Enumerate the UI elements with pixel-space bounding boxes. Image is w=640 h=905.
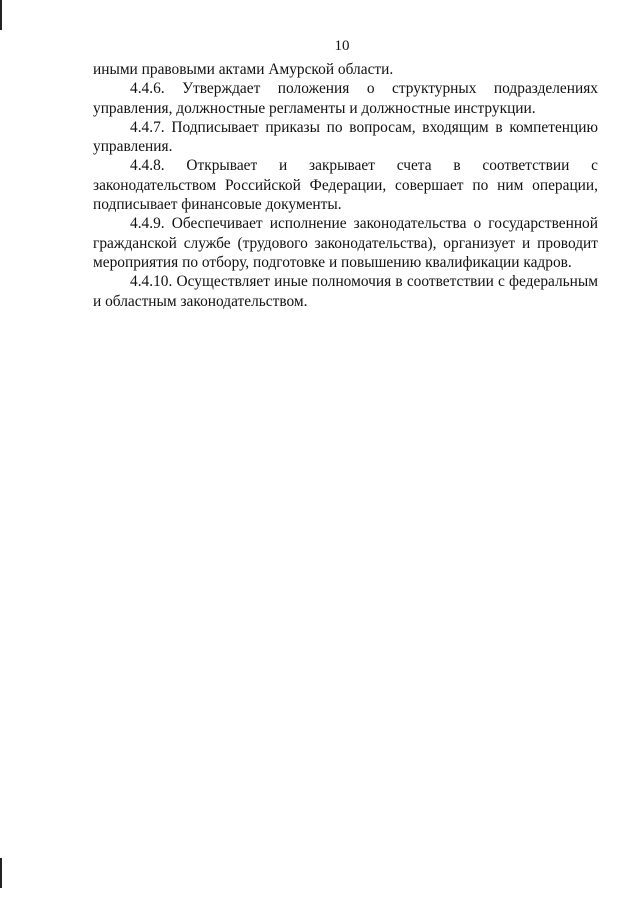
page-number: 10 (334, 38, 350, 54)
paragraph-4-4-9: 4.4.9. Обеспечивает исполнение законодательства о государственной гражданской службе (трудового законодательства), организует и проводит мероприятия по отбору, подготовке и повышению квалификации кадров. (93, 215, 598, 271)
paragraph-4-4-7: 4.4.7. Подписывает приказы по вопросам, входящим в компетенцию управления. (93, 118, 598, 156)
paragraph-4-4-6: 4.4.6. Утверждает положения о структурных подразделениях управления, должностные регламенты и должностные инструкции. (93, 80, 598, 117)
scan-edge-mark (0, 858, 2, 888)
paragraph-4-4-10: 4.4.10. Осуществляет иные полномочия в соответствии с федеральным и областным законодательством. (93, 273, 598, 310)
paragraph-4-4-8: 4.4.8. Открывает и закрывает счета в соответствии с законодательством Российской Федерации, совершает по ним операции, подписывает финансовые документы. (93, 157, 598, 214)
scan-edge-mark (0, 0, 2, 30)
document-body (93, 60, 598, 311)
paragraph-continuation: иными правовыми актами Амурской области. (93, 61, 394, 78)
